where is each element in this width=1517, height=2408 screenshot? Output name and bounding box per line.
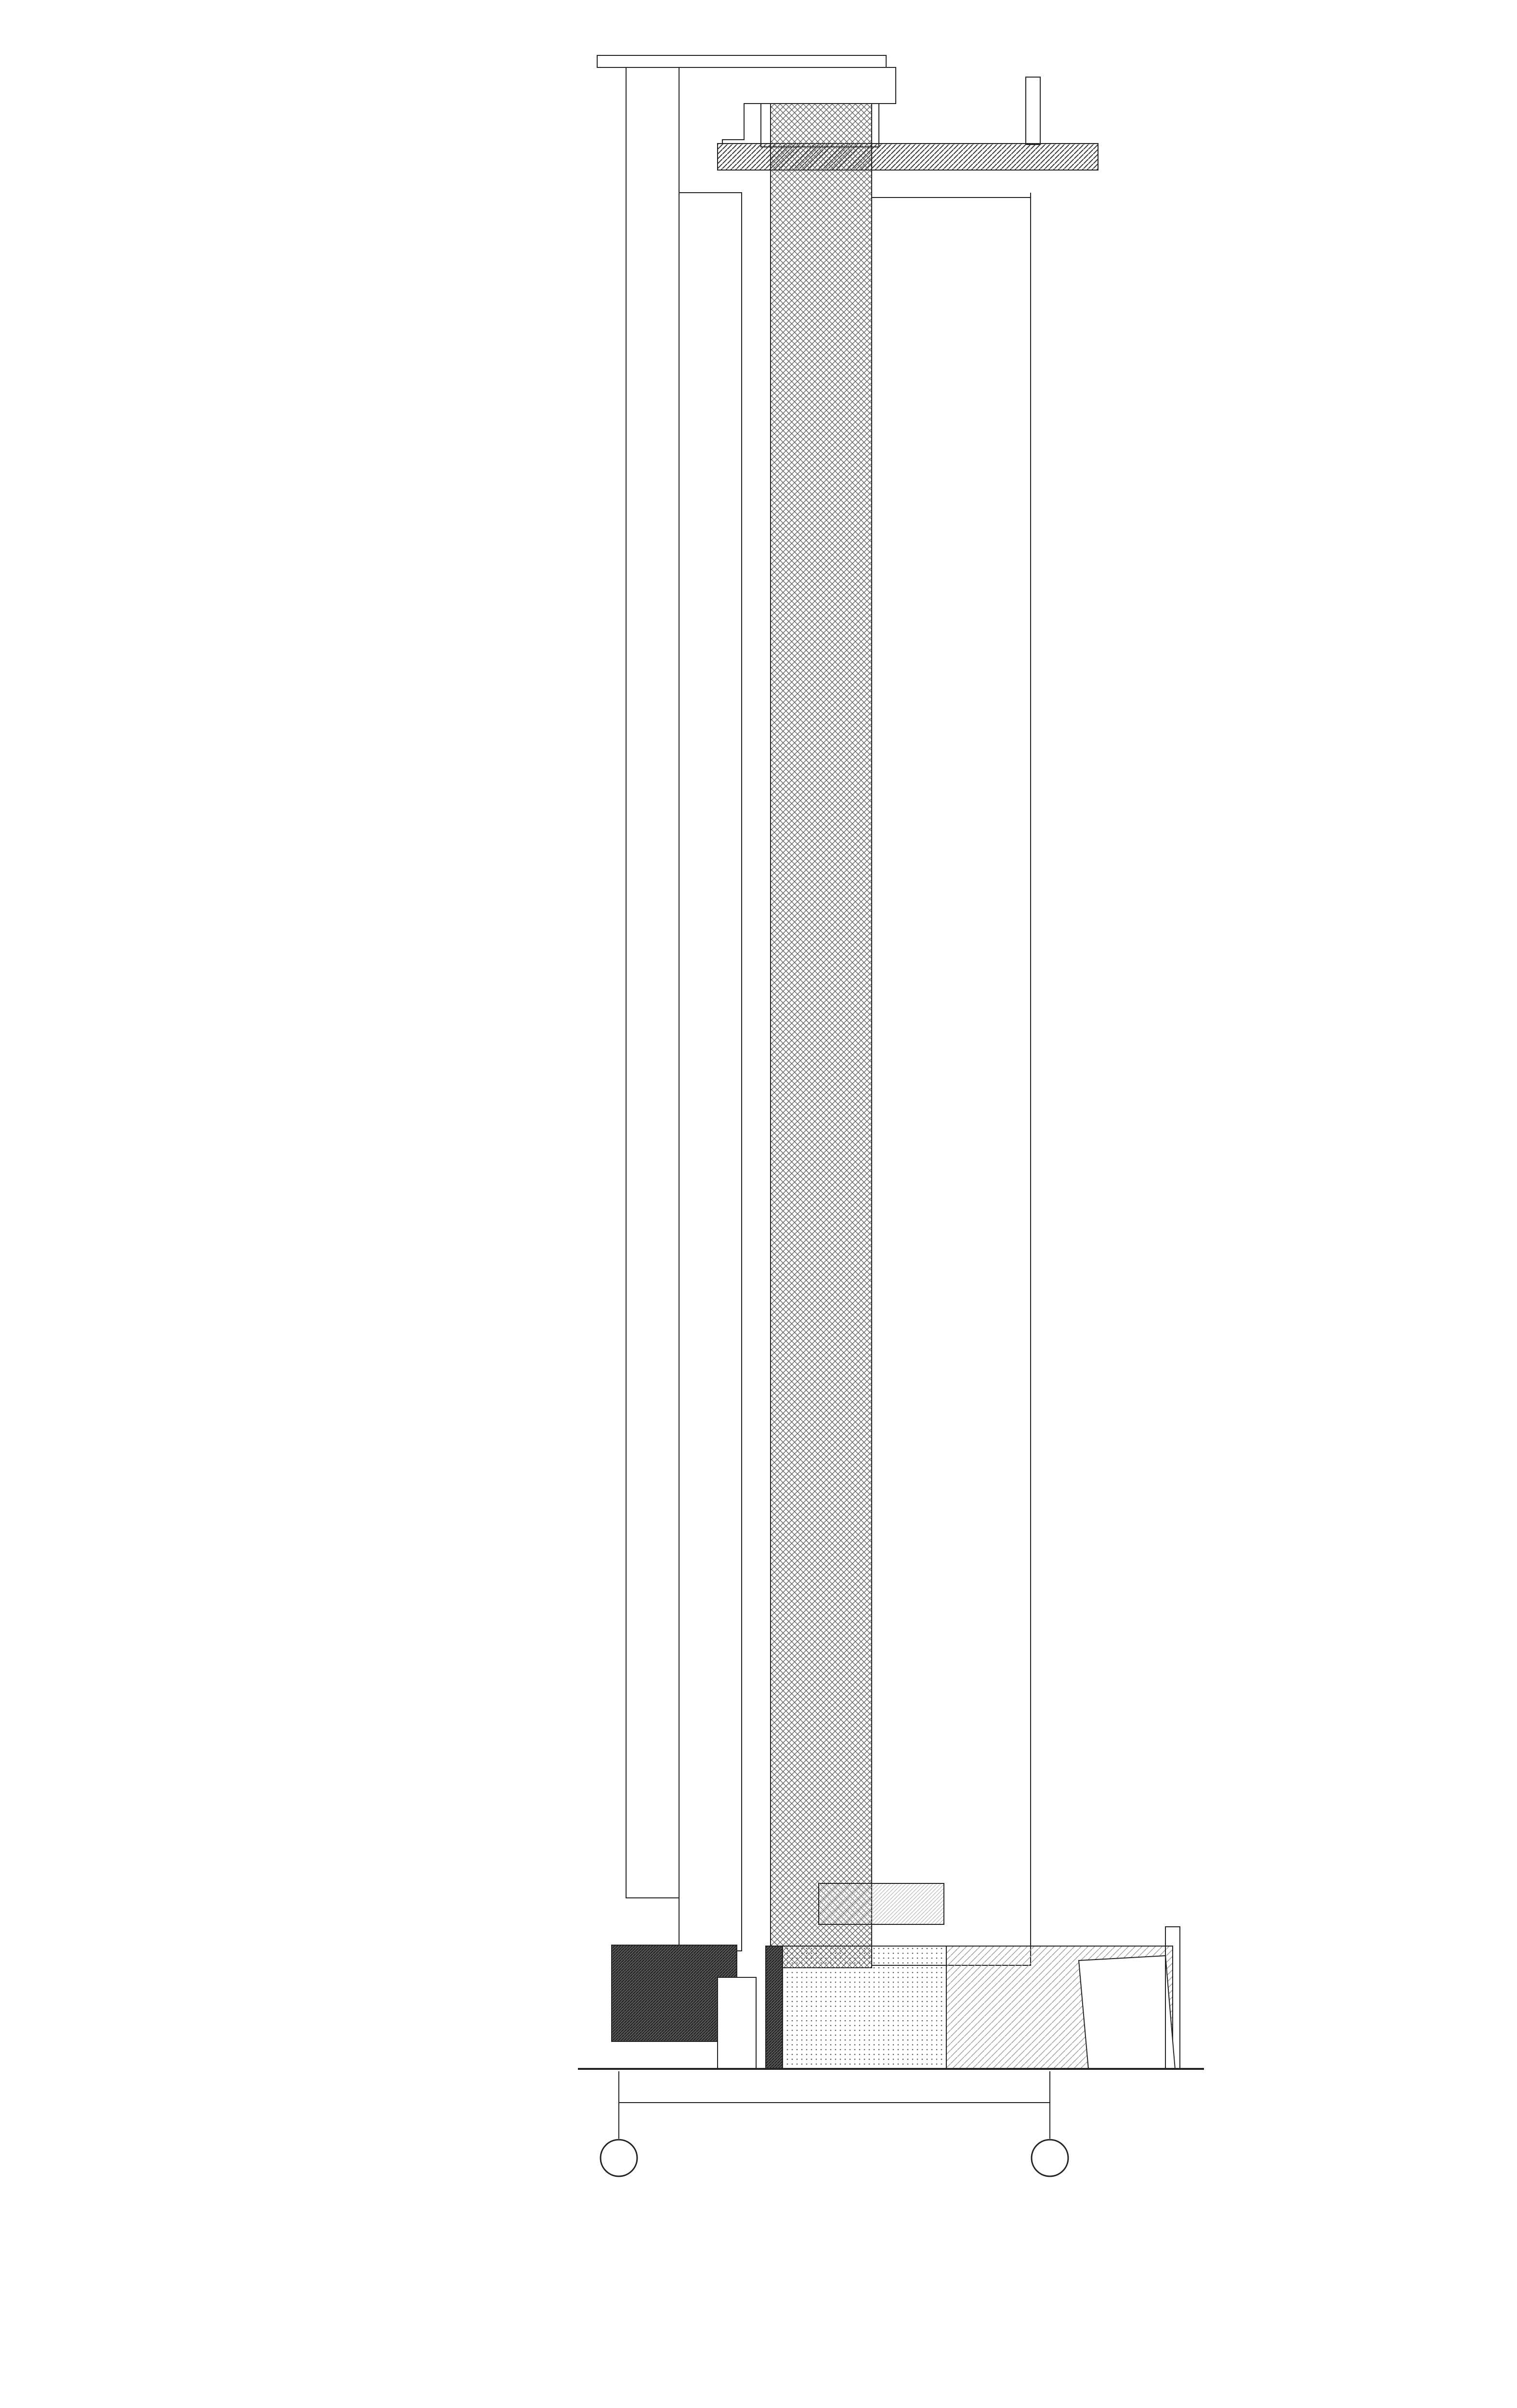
axis-bubble-7p bbox=[1032, 2140, 1068, 2176]
building-elevation bbox=[578, 55, 1204, 2069]
podium-entrance bbox=[718, 1977, 756, 2069]
tower-left-core bbox=[679, 193, 742, 1951]
podium-column bbox=[766, 1946, 783, 2069]
tower-right-body bbox=[872, 197, 1031, 1965]
bottom-dimension bbox=[619, 2071, 1050, 2139]
roof-crown-band bbox=[597, 55, 886, 67]
podium-parapet bbox=[819, 1883, 944, 1924]
podium-canopy bbox=[783, 1946, 946, 2069]
axis-bubble-7a bbox=[601, 2140, 637, 2176]
tower-central-band bbox=[771, 104, 872, 1968]
legend bbox=[19, 2026, 453, 2040]
vent-stack bbox=[1026, 77, 1040, 145]
tower-left-wing bbox=[626, 67, 679, 1898]
ramp-portal bbox=[1079, 1956, 1175, 2069]
